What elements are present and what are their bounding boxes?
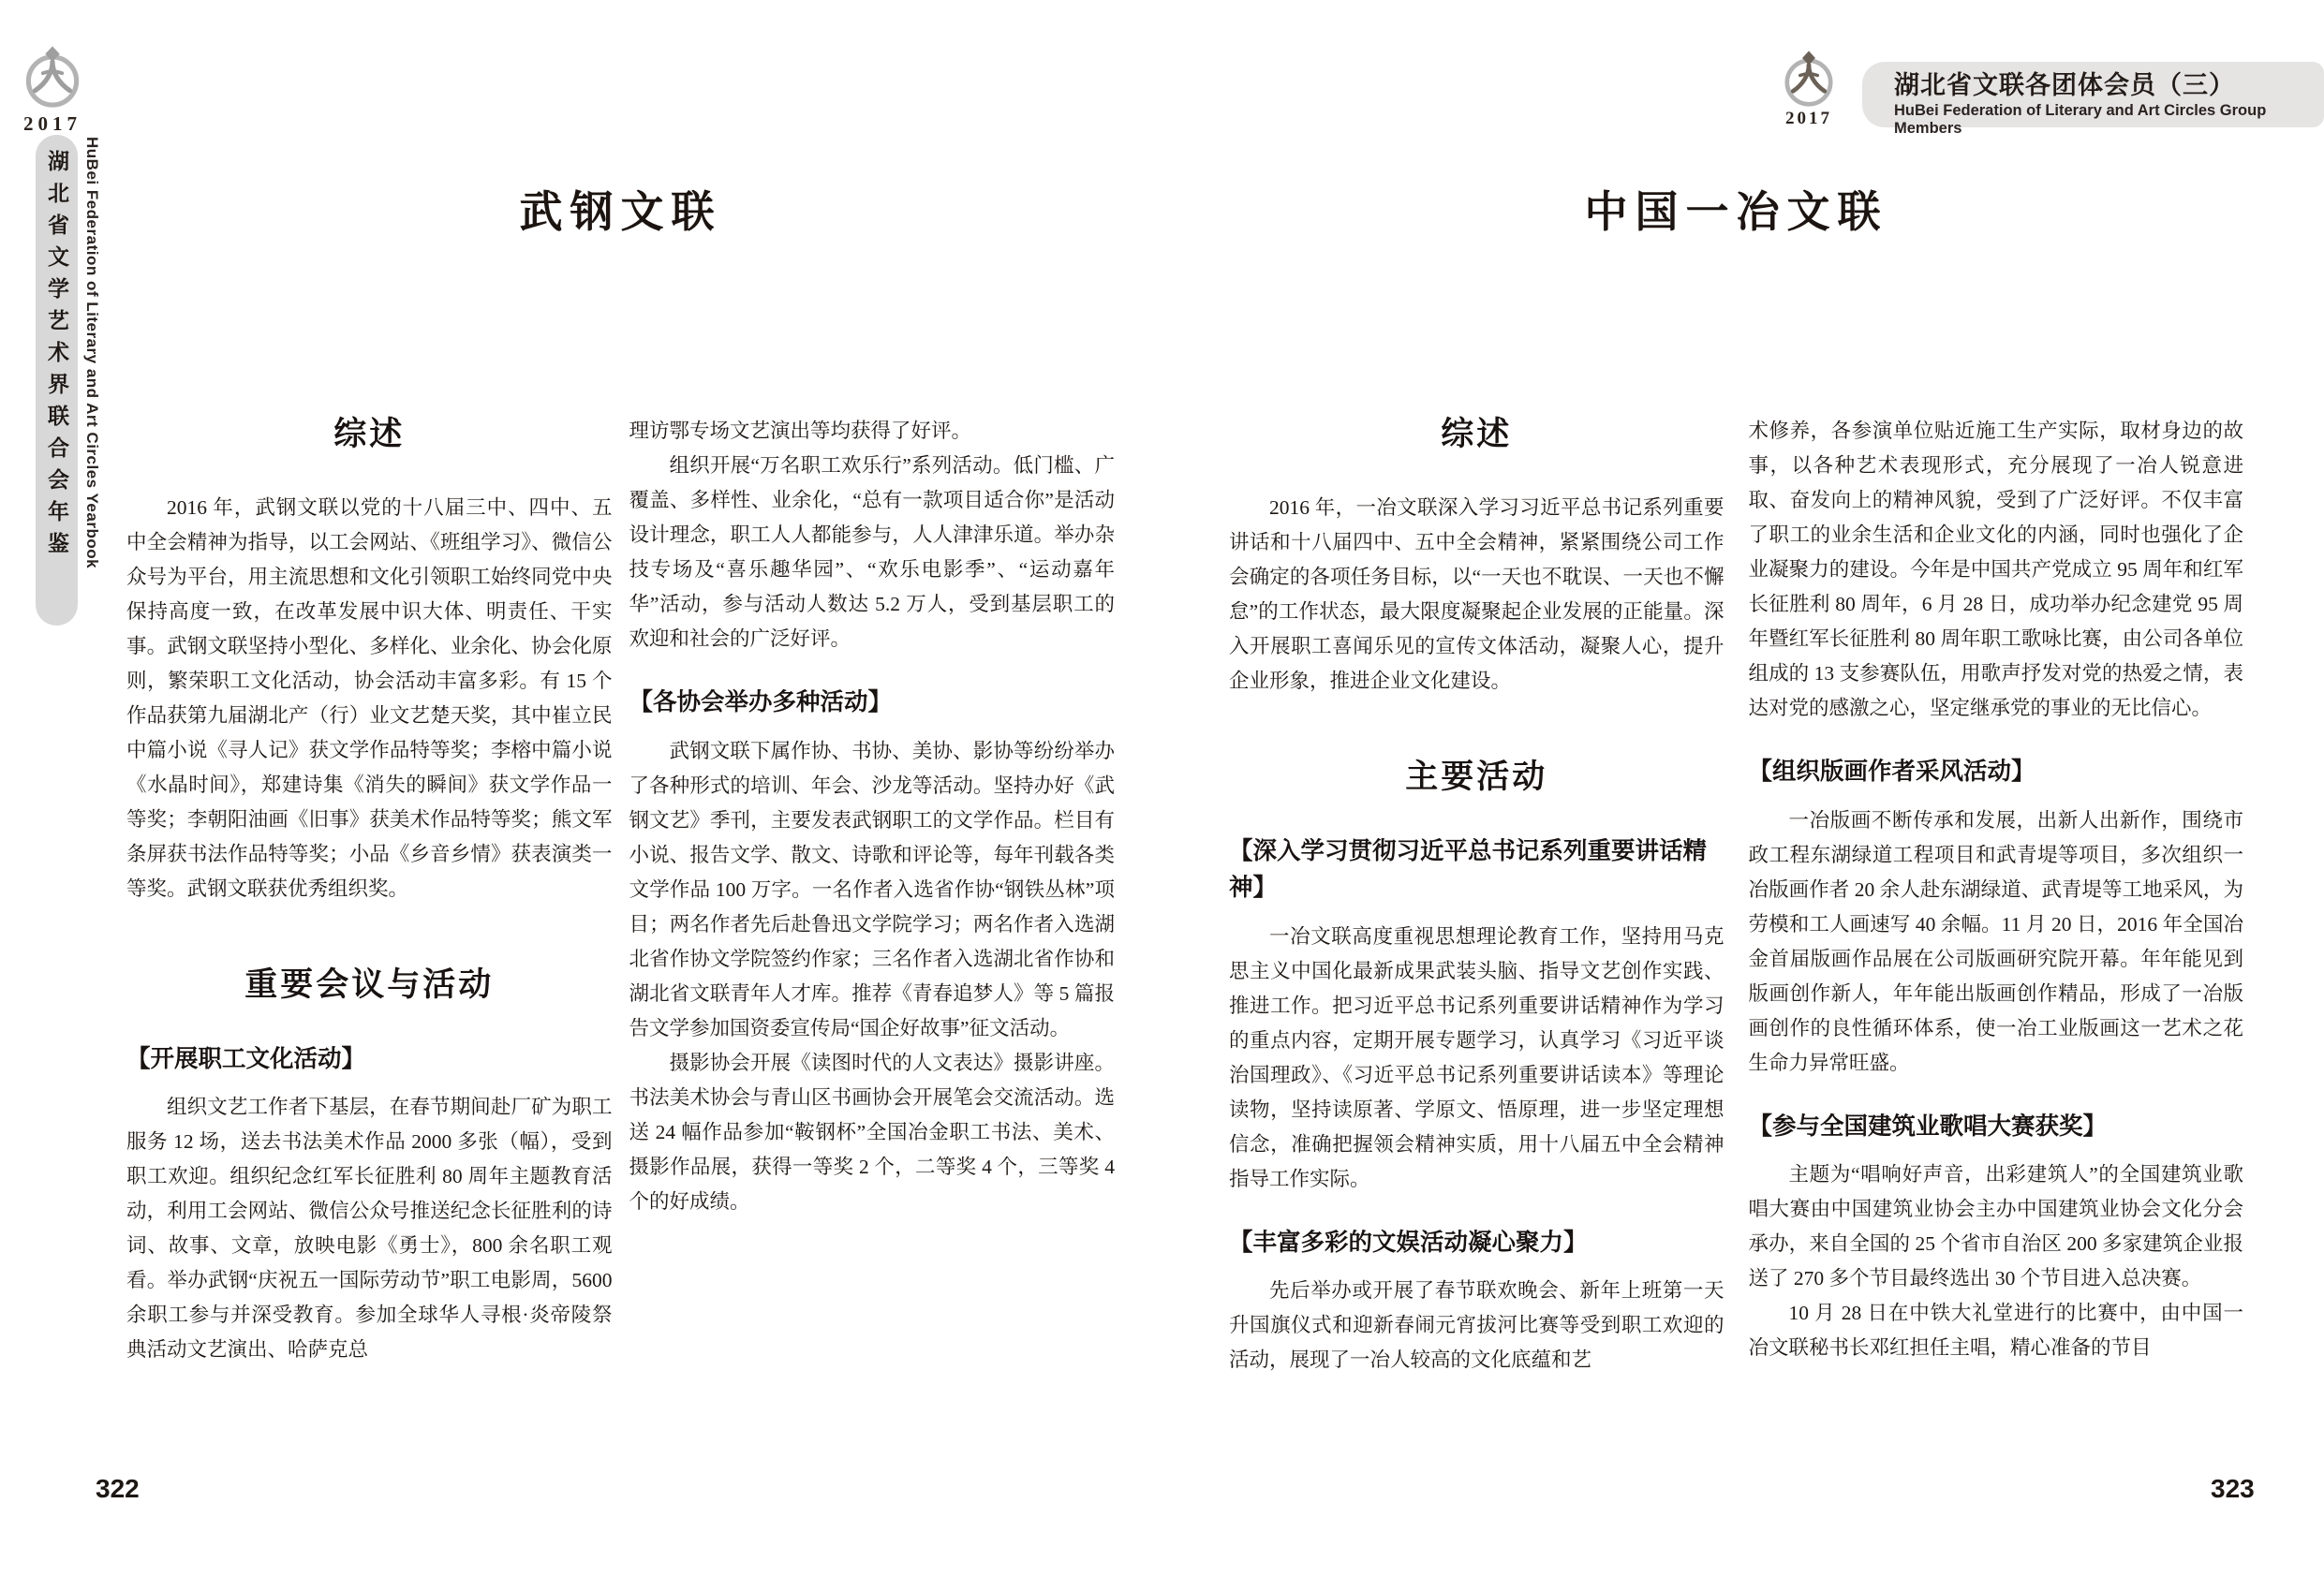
federation-logo-icon (22, 43, 82, 111)
body-paragraph: 一冶版画不断传承和发展，出新人出新作，围绕市政工程东湖绿道工程项目和武青堤等项目，多次组织一冶版画作者 20 余人赴东湖绿道、武青堤等工地采风，为劳模和工人画速写 40 余幅。11 月 20 日，2016 年全国冶金首届版画作品展在公司版画研究院开幕。年年能见到版画创作新人，年年能出版画创作精品，形成了一冶版画创作的良性循环体系，使一冶工业版画这一艺术之花生命力异常旺盛。 (1748, 808, 2243, 1074)
yearbook-series-title-en: HuBei Federation of Literary and Art Circles Yearbook (83, 137, 101, 569)
page-323-column-1 (1229, 414, 1724, 1378)
entry-heading: 【深入学习贯彻习近平总书记系列重要讲话精神】 (1229, 837, 1708, 902)
entry-heading: 【参与全国建筑业歌唱大赛获奖】 (1748, 1113, 2108, 1140)
body-paragraph: 理访鄂专场文艺演出等均获得了好评。 (629, 420, 972, 442)
page-title-wugang: 武钢文联 (519, 188, 722, 236)
chapter-title-cn: 湖北省文联各团体会员（三） (1894, 71, 2235, 99)
body-paragraph: 2016 年，武钢文联以党的十八届三中、四中、五中全会精神为指导，以工会网站、《班组学习》、微信公众号为平台，用主流思想和文化引领职工始终同党中央保持高度一致，在改革发展中识大体、明责任、干实事。武钢文联坚持小型化、多样化、业余化、协会化原则，繁荣职工文化活动，协会活动丰富多彩。有 15 个作品获第九届湖北产（行）业文艺楚天奖，其中崔立民中篇小说《寻人记》获文学作品特等奖；李榕中篇小说《水晶时间》，郑建诗集《消失的瞬间》获文学作品一等奖；李朝阳油画《旧事》获美术作品特等奖；熊文军条屏获书法作品特等奖；小品《乡音乡情》获表演类一等奖。武钢文联获优秀组织奖。 (126, 495, 613, 900)
page-322-column-1 (126, 414, 613, 1367)
yearbook-series-title (36, 135, 78, 626)
page-323-columns (1229, 414, 2243, 1378)
body-paragraph: 2016 年，一冶文联深入学习习近平总书记系列重要讲话和十八届四中、五中全会精神，紧紧围绕公司工作会确定的各项任务目标，以“一天也不耽误、一天也不懈怠”的工作状态，最大限度凝聚起企业发展的正能量。深入开展职工喜闻乐见的宣传文体活动，凝聚人心，提升企业形象，推进企业文化建设。 (1229, 495, 1724, 692)
body-paragraph: 组织开展“万名职工欢乐行”系列活动。低门槛、广覆盖、多样性、业余化，“总有一款项目适合你”是活动设计理念，职工人人都能参与，人人津津乐道。举办杂技专场及“喜乐趣华园”、“欢乐电影季”、“运动嘉年华”活动，参与活动人数达 5.2 万人，受到基层职工的欢迎和社会的广泛好评。 (629, 454, 1115, 650)
section-heading: 主要活动 (1405, 758, 1548, 795)
federation-logo-icon (1782, 49, 1836, 109)
chapter-header-banner (1862, 62, 2324, 138)
entry-heading: 【丰富多彩的文娱活动凝心聚力】 (1229, 1229, 1588, 1256)
body-paragraph: 一冶文联高度重视思想理论教育工作，坚持用马克思主义中国化最新成果武装头脑、指导文艺创作实践、推进工作。把习近平总书记系列重要讲话精神作为学习的重点内容，定期开展专题学习，认真学习《习近平谈治国理政》、《习近平总书记系列重要讲话读本》等理论读物，坚持读原著、学原文、悟原理，进一步坚定理想信念，准确把握领会精神实质，用十八届五中全会精神指导工作实际。 (1229, 924, 1724, 1190)
page-number-right: 323 (2211, 1474, 2255, 1503)
section-heading: 综述 (1441, 416, 1513, 452)
header-year: 2017 (1785, 109, 1832, 128)
body-paragraph: 组织文艺工作者下基层，在春节期间赴厂矿为职工服务 12 场，送去书法美术作品 2000 多张（幅），受到职工欢迎。组织纪念红军长征胜利 80 周年主题教育活动，利用工会网站、微信公众号推送纪念长征胜利的诗词、故事、文章，放映电影《勇士》，800 余名职工观看。举办武钢“庆祝五一国际劳动节”职工电影周，5600 余职工参与并深受教育。参加全球华人寻根·炎帝陵祭典活动文艺演出、哈萨克总 (126, 1096, 613, 1362)
body-paragraph: 摄影协会开展《读图时代的人文表达》摄影讲座。书法美术协会与青山区书画协会开展笔会交流活动。选送 24 幅作品参加“鞍钢杯”全国冶金职工书法、美术、摄影作品展，获得一等奖 2 个，二等奖 4 个，三等奖 4 个的好成绩。 (629, 1051, 1115, 1213)
body-paragraph: 主题为“唱响好声音，出彩建筑人”的全国建筑业歌唱大赛由中国建筑业协会主办中国建筑业协会文化分会承办，来自全国的 25 个省市自治区 200 多家建筑企业报送了 270 多个节目最终选出 30 个节目进入总决赛。 (1748, 1163, 2243, 1290)
page-title-yiye: 中国一冶文联 (1584, 188, 1888, 236)
body-paragraph: 术修养，各参演单位贴近施工生产实际，取材身边的故事，以各种艺术表现形式，充分展现了一冶人锐意进取、奋发向上的精神风貌，受到了广泛好评。不仅丰富了职工的业余生活和企业文化的内涵，同时也强化了企业凝聚力的建设。今年是中国共产党成立 95 周年和红军长征胜利 80 周年，6 月 28 日，成功举办纪念建党 95 周年暨红军长征胜利 80 周年职工歌咏比赛，由公司各单位组成的 13 支参赛队伍，用歌声抒发对党的热爱之情，表达对党的感激之心，坚定继承党的事业的无比信心。 (1748, 420, 2243, 719)
chapter-title-en: HuBei Federation of Literary and Art Circles Group Members (1894, 102, 2267, 138)
section-heading: 综述 (333, 416, 406, 452)
body-paragraph: 先后举办或开展了春节联欢晚会、新年上班第一天升国旗仪式和迎新春闹元宵拔河比赛等受到职工欢迎的活动，展现了一冶人较高的文化底蕴和艺 (1229, 1279, 1724, 1372)
page-number-left: 322 (96, 1474, 140, 1503)
sidebar-year: 2017 (23, 112, 81, 135)
body-paragraph: 10 月 28 日在中铁大礼堂进行的比赛中，由中国一冶文联秘书长邓红担任主唱，精心准备的节目 (1748, 1302, 2243, 1360)
yearbook-series-title-cn: 湖北省文学艺术界联合会年鉴 (45, 150, 68, 564)
entry-heading: 【开展职工文化活动】 (126, 1045, 366, 1072)
page-322-column-2 (629, 414, 1116, 1367)
entry-heading: 【组织版画作者采风活动】 (1748, 759, 2035, 785)
entry-heading: 【各协会举办多种活动】 (629, 689, 893, 715)
page-322-columns (126, 414, 1115, 1367)
section-heading: 重要会议与活动 (244, 965, 495, 1003)
page-323-column-2 (1749, 414, 2244, 1378)
body-paragraph: 武钢文联下属作协、书协、美协、影协等纷纷举办了各种形式的培训、年会、沙龙等活动。坚持办好《武钢文艺》季刊，主要发表武钢职工的文学作品。栏目有小说、报告文学、散文、诗歌和评论等，每年刊载各类文学作品 100 万字。一名作者入选省作协“钢铁丛林”项目；两名作者先后赴鲁迅文学院学习；两名作者入选湖北省作协文学院签约作家；三名作者入选湖北省作协和湖北省文联青年人才库。推荐《青春追梦人》等 5 篇报告文学参加国资委宣传局“国企好故事”征文活动。 (629, 739, 1115, 1039)
